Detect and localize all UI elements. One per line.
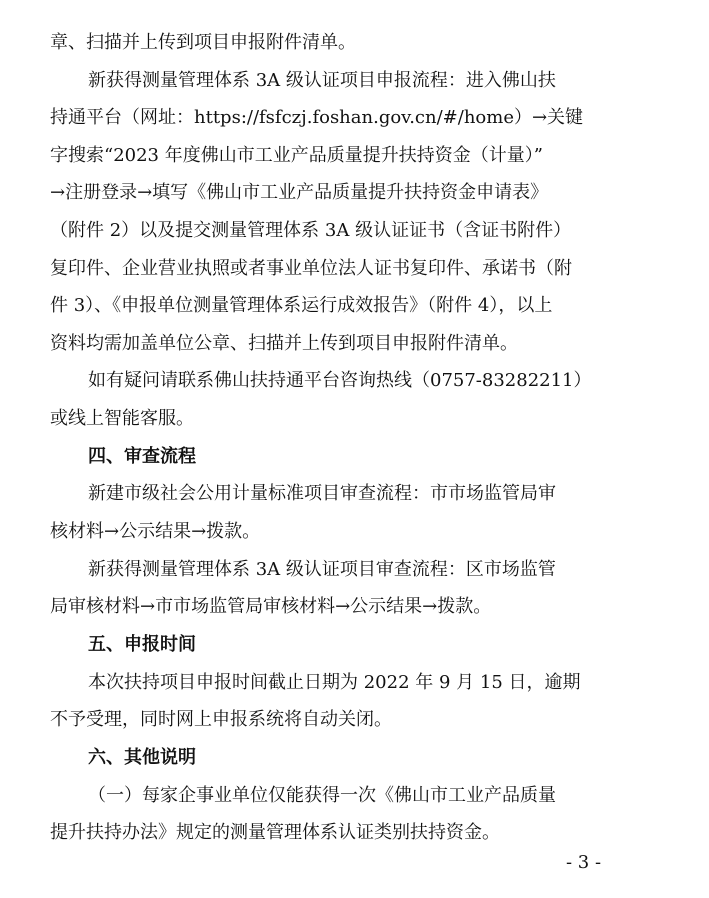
paragraph-line-17: 不予受理，同时网上申报系统将自动关闭。 (50, 709, 392, 730)
section-heading-application-time: 五、申报时间 (88, 634, 196, 655)
paragraph-line-15: 局审核材料→市市场监管局审核材料→公示结果→拨款。 (50, 596, 492, 617)
paragraph-line-18: （一）每家企事业单位仅能获得一次《佛山市工业产品质量 (88, 785, 556, 806)
section-heading-other-notes: 六、其他说明 (88, 747, 196, 768)
paragraph-line-1: 章、扫描并上传到项目申报附件清单。 (50, 32, 356, 53)
paragraph-line-19: 提升扶持办法》规定的测量管理体系认证类别扶持资金。 (50, 822, 500, 843)
paragraph-line-8: 件 3）、《申报单位测量管理体系运行成效报告》（附件 4），以上 (50, 295, 553, 316)
paragraph-line-2: 新获得测量管理体系 3A 级认证项目申报流程：进入佛山扶 (88, 70, 556, 91)
paragraph-line-7: 复印件、企业营业执照或者事业单位法人证书复印件、承诺书（附 (50, 258, 572, 279)
section-heading-review-process: 四、审查流程 (88, 446, 196, 467)
paragraph-line-12: 新建市级社会公用计量标准项目审查流程：市市场监管局审 (88, 483, 556, 504)
paragraph-line-13: 核材料→公示结果→拨款。 (50, 521, 261, 542)
paragraph-line-4: 字搜索“2023 年度佛山市工业产品质量提升扶持资金（计量）” (50, 145, 543, 166)
paragraph-line-16: 本次扶持项目申报时间截止日期为 2022 年 9 月 15 日，逾期 (88, 672, 581, 693)
page-number: - 3 - (566, 852, 602, 873)
paragraph-line-3: 持通平台（网址：https://fsfczj.foshan.gov.cn/#/home）→关键 (50, 107, 584, 128)
paragraph-line-14: 新获得测量管理体系 3A 级认证项目审查流程：区市场监管 (88, 559, 556, 580)
paragraph-line-9: 资料均需加盖单位公章、扫描并上传到项目申报附件清单。 (50, 333, 518, 354)
paragraph-line-5: →注册登录→填写《佛山市工业产品质量提升扶持资金申请表》 (50, 182, 549, 203)
paragraph-line-11: 或线上智能客服。 (50, 408, 194, 429)
paragraph-line-10: 如有疑问请联系佛山扶持通平台咨询热线（0757-83282211） (88, 370, 592, 391)
paragraph-line-6: （附件 2）以及提交测量管理体系 3A 级认证证书（含证书附件） (50, 220, 572, 241)
